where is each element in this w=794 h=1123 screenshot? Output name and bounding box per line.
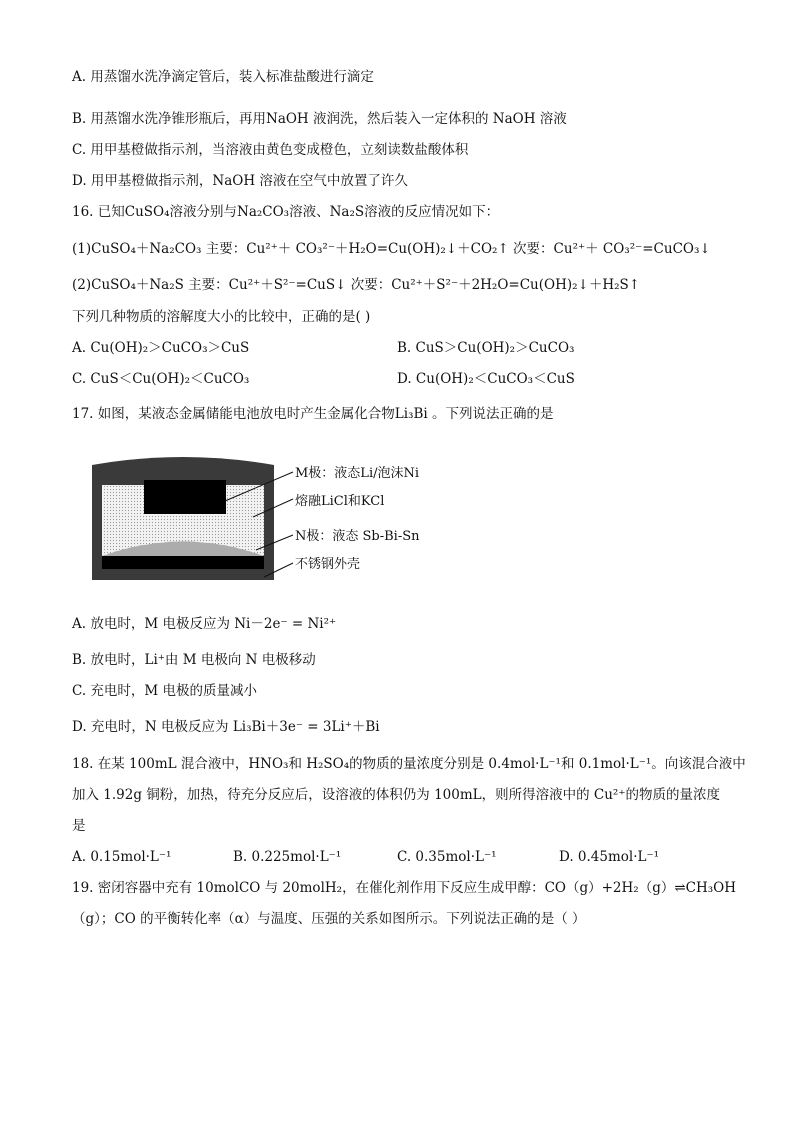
q17-option-b: B. 放电时，Li⁺由 M 电极向 N 电极移动 [72,652,316,668]
q18-line-2: 加入 1.92g 铜粉，加热，待充分反应后，设溶液的体积仍为 100mL，则所得溶液中的 Cu²⁺的物质的量浓度 [72,787,720,803]
q15-option-c: C. 用甲基橙做指示剂，当溶液由黄色变成橙色，立刻读数盐酸体积 [72,142,469,158]
q15-option-a: A. 用蒸馏水洗净滴定管后，装入标准盐酸进行滴定 [72,69,374,85]
q18-option-b: B. 0.225mol·L⁻¹ [233,849,342,865]
q16-question: 下列几种物质的溶解度大小的比较中，正确的是( ) [72,309,371,325]
q17-option-a: A. 放电时，M 电极反应为 Ni－2e⁻ = Ni²⁺ [72,616,337,632]
q16-reaction-1: (1)CuSO₄＋Na₂CO₃ 主要：Cu²⁺＋ CO₃²⁻＋H₂O=Cu(OH)₂↓＋CO₂↑ 次要：Cu²⁺＋ CO₃²⁻=CuCO₃↓ [72,241,711,257]
q15-option-b: B. 用蒸馏水洗净锥形瓶后，再用NaOH 液润洗，然后装入一定体积的 NaOH 溶液 [72,111,567,127]
q19-line-2: （g）；CO 的平衡转化率（α）与温度、压强的关系如图所示。下列说法正确的是（ ） [72,911,586,927]
q18-option-a: A. 0.15mol·L⁻¹ [72,849,172,865]
q16-option-a: A. Cu(OH)₂＞CuCO₃＞CuS [72,340,250,356]
q18-line-1: 18. 在某 100mL 混合液中，HNO₃和 H₂SO₄的物质的量浓度分别是 0.4mol·L⁻¹和 0.1mol·L⁻¹。向该混合液中 [72,756,746,772]
q18-option-d: D. 0.45mol·L⁻¹ [559,849,660,865]
q16-reaction-2: (2)CuSO₄＋Na₂S 主要：Cu²⁺＋S²⁻=CuS↓ 次要：Cu²⁺＋S²⁻＋2H₂O=Cu(OH)₂↓＋H₂S↑ [72,277,641,293]
label-shell: 不锈钢外壳 [295,557,361,572]
bottom-plate [102,556,264,569]
q18-option-c: C. 0.35mol·L⁻¹ [397,849,497,865]
q19-line-1: 19. 密闭容器中充有 10molCO 与 20molH₂，在催化剂作用下反应生成甲醇：CO（g）+2H₂（g）⇌CH₃OH [72,880,736,896]
m-electrode [144,480,226,514]
q16-stem: 16. 已知CuSO₄溶液分别与Na₂CO₃溶液、Na₂S溶液的反应情况如下： [72,204,500,220]
q16-option-b: B. CuS＞Cu(OH)₂＞CuCO₃ [397,340,575,356]
q15-option-d: D. 用甲基橙做指示剂，NaOH 溶液在空气中放置了许久 [72,173,408,189]
label-molten-salt: 熔融LiCl和KCl [295,494,385,509]
q18-line-3: 是 [72,818,86,834]
q16-option-c: C. CuS＜Cu(OH)₂＜CuCO₃ [72,371,250,387]
label-m-electrode: M极：液态Li/泡沫Ni [295,466,420,481]
label-n-electrode: N极：液态 Sb-Bi-Sn [295,529,420,544]
q16-option-d: D. Cu(OH)₂＜CuCO₃＜CuS [397,371,575,387]
q17-option-d: D. 充电时，N 电极反应为 Li₃Bi＋3e⁻ = 3Li⁺＋Bi [72,719,380,735]
q17-stem: 17. 如图，某液态金属储能电池放电时产生金属化合物Li₃Bi 。下列说法正确的是 [72,406,554,422]
q17-option-c: C. 充电时，M 电极的质量减小 [72,683,258,699]
battery-figure [88,455,468,585]
